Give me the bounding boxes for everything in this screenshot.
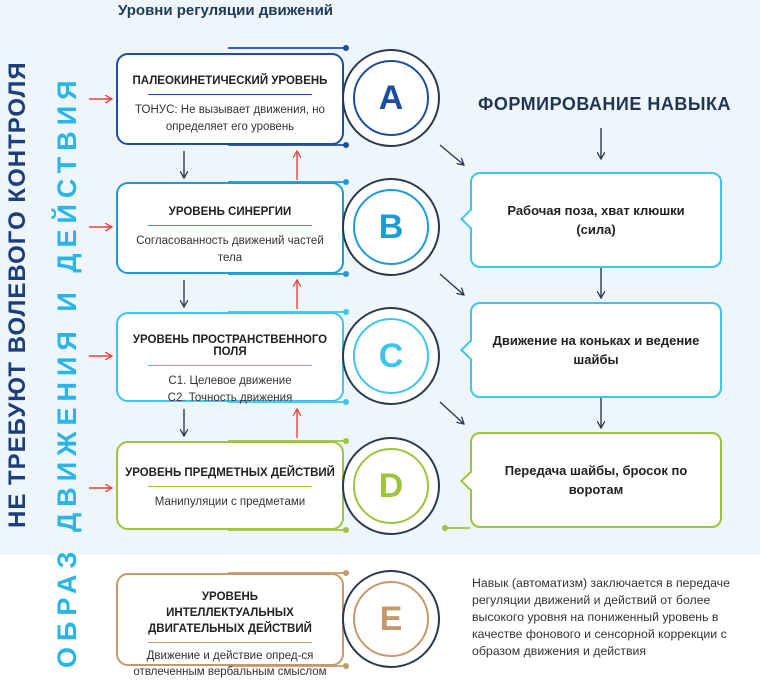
skill-step-1 (470, 172, 722, 268)
level-title: УРОВЕНЬ ПРЕДМЕТНЫХ ДЕЙСТВИЙ (125, 467, 335, 479)
page-title: Уровни регуляции движений (118, 2, 334, 19)
level-circle-b (342, 178, 440, 276)
level-desc: С1. Целевое движение С2. Точность движения (167, 375, 293, 404)
level-circle-c (342, 307, 440, 405)
level-desc: ТОНУС: Не вызывает движения, но определяет его уровень (135, 104, 325, 133)
divider (148, 642, 312, 643)
skill-heading: ФОРМИРОВАНИЕ НАВЫКА (478, 94, 731, 114)
level-box-e (116, 573, 344, 678)
dot (442, 525, 448, 531)
dot (343, 309, 349, 315)
divider (148, 486, 312, 487)
dot (343, 399, 349, 405)
level-box-c (116, 312, 344, 402)
level-letter: E (353, 581, 429, 657)
dot (343, 179, 349, 185)
diag-arrow (440, 274, 464, 295)
skill-step-text: Движение на коньках и ведение шайбы (492, 333, 700, 367)
dot (343, 438, 349, 444)
level-circle-a (342, 49, 440, 147)
level-circle-e (342, 570, 440, 668)
skill-step-text: Рабочая поза, хват клюшки (сила) (507, 203, 685, 237)
divider (148, 365, 312, 366)
skill-step-2 (470, 302, 722, 398)
dot (343, 663, 349, 669)
level-title: ПАЛЕОКИНЕТИЧЕСКИЙ УРОВЕНЬ (132, 75, 328, 87)
skill-step-3 (470, 432, 722, 528)
skill-step-text: Передача шайбы, бросок по воротам (504, 463, 688, 497)
level-title: УРОВЕНЬ ИНТЕЛЛЕКТУАЛЬНЫХ ДВИГАТЕЛЬНЫХ ДЕЙСТВИЙ (148, 591, 312, 635)
dot (343, 45, 349, 51)
level-letter: D (353, 448, 429, 524)
side-label-outer: ОБРАЗ ДВИЖЕНИЯ И ДЕЙСТВИЯ (52, 74, 82, 668)
level-letter: B (353, 189, 429, 265)
skill-note: Навык (автоматизм) заключается в передаче регуляции движений и действий от более высокого уровня на пониженный уровень в качестве фонового и сенсорной коррекции с образом движения и действия (472, 576, 730, 658)
divider (148, 94, 312, 95)
level-desc: Согласованность движений частей тела (136, 235, 324, 264)
level-circle-d (342, 437, 440, 535)
level-letter: A (353, 60, 429, 136)
level-box-a (116, 53, 344, 145)
dot (343, 527, 349, 533)
level-title: УРОВЕНЬ СИНЕРГИИ (168, 206, 292, 218)
diag-arrow (440, 402, 464, 424)
side-label-inner: НЕ ТРЕБУЮТ ВОЛЕВОГО КОНТРОЛЯ (4, 61, 31, 528)
diag-arrow (440, 145, 464, 165)
dot (343, 142, 349, 148)
dot (343, 570, 349, 576)
dot (343, 271, 349, 277)
level-title: УРОВЕНЬ ПРОСТРАНСТВЕННОГО ПОЛЯ (132, 334, 328, 358)
level-box-d (116, 441, 344, 530)
divider (148, 225, 312, 226)
level-letter: C (353, 318, 429, 394)
level-desc: Движение и действие опред-ся отвлеченным вербальным смыслом (133, 650, 327, 678)
level-desc: Манипуляции с предметами (154, 496, 306, 508)
level-box-b (116, 182, 344, 274)
